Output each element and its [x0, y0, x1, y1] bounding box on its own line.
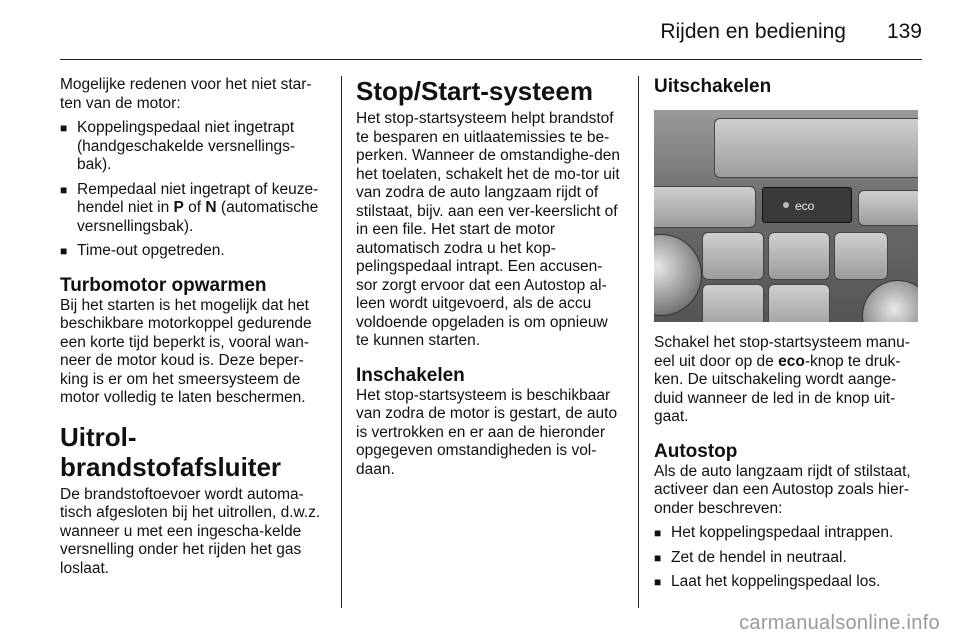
gear-p-label: P — [173, 199, 184, 216]
bullet-icon: ■ — [654, 575, 662, 589]
watermark: carmanualsonline.info — [739, 612, 940, 634]
disable-text: Schakel het stop-startsysteem manu-eel uit door op de eco-knop te druk-ken. De uitschakeling wordt aange-duid wanneer de led in de knop uit-gaat. — [654, 334, 910, 425]
eco-key-label: eco — [778, 352, 805, 370]
page-header — [0, 0, 960, 62]
enable-text: Het stop-startsysteem is beschikbaar van zodra de motor is gestart, de auto is vertrokken en er aan de hieronder opgegeven omstandigheden is vol-daan. — [356, 386, 618, 478]
turbo-text: Bij het starten is het mogelijk dat het beschikbare motorkoppel gedurende een korte tijd beperkt is, vooral wan-neer de motor koud is. Deze beper-king is er om het smeersysteem de motor volledig te laten beschermen. — [60, 296, 312, 406]
stop-start-text: Het stop-startsysteem helpt brandstof te besparen en uitlaatemissies te be-perken. Wanneer de omstandighe-den het toelaten, schakelt het de mo-tor uit van zodra de auto langzaam rijdt of stilstaat, bijv. aan een ver-keerslicht of in een file. Het start de motor automatisch zodra u het kop-pelingspedaal intrapt. Een accusen-sor zorgt ervoor dat een Autostop al-leen wordt uitgevoerd, als de accu voldoende opgeladen is om opnieuw te kunnen starten. — [356, 110, 620, 349]
no-start-intro: Mogelijke redenen voor het niet star-ten van de motor: — [60, 76, 312, 112]
list-item: ■ Zet de hendel in neutraal. — [654, 548, 847, 566]
page-number: 139 — [886, 20, 922, 43]
bullet-icon: ■ — [654, 526, 662, 540]
chapter-title: Rijden en bediening — [660, 20, 846, 43]
disable-heading: Uitschakelen — [654, 76, 772, 97]
gear-n-label: N — [205, 199, 217, 216]
right-knob — [862, 280, 918, 322]
header-divider — [60, 59, 922, 60]
eco-button-label: eco — [795, 199, 815, 213]
autostop-heading: Autostop — [654, 440, 738, 462]
bullet-icon: ■ — [60, 182, 68, 197]
list-item: ■ Laat het koppelingspedaal los. — [654, 573, 881, 590]
column-3 — [654, 76, 920, 598]
column-1 — [60, 76, 326, 584]
turbo-heading: Turbomotor opwarmen — [60, 274, 267, 296]
column-2 — [356, 76, 622, 485]
console-button — [702, 232, 764, 280]
console-button — [702, 284, 764, 322]
enable-heading: Inschakelen — [356, 364, 465, 386]
eco-button-photo — [654, 110, 918, 322]
autostop-steps-list — [654, 524, 920, 592]
vent-panel — [714, 118, 918, 178]
autostop-text: Als de auto langzaam rijdt of stilstaat, activeer dan een Autostop zoals hier-onder beschreven: — [654, 462, 911, 517]
stop-start-heading: Stop/Start-systeem — [356, 76, 593, 106]
left-knob — [654, 234, 702, 316]
console-button — [858, 190, 918, 226]
fuel-cutoff-text: De brandstoftoevoer wordt automa-tisch afgesloten bij het uitrollen, d.w.z. wanneer u met een ingescha-kelde versnelling onder het rijden het gas loslaat. — [60, 485, 321, 577]
list-item: ■ Het koppelingspedaal intrappen. — [654, 524, 894, 541]
column-divider-2 — [638, 76, 639, 608]
eco-button — [762, 187, 852, 223]
fuel-cutoff-heading: Uitrol-brandstofafsluiter — [60, 421, 282, 482]
column-divider-1 — [341, 76, 342, 608]
bullet-icon: ■ — [654, 550, 662, 565]
no-start-reasons-list — [60, 119, 326, 261]
list-item: ■ Time-out opgetreden. — [60, 242, 225, 259]
console-button — [768, 232, 830, 280]
list-item: ■ Koppelingspedaal niet ingetrapt (handgeschakelde versnellings-bak). — [60, 119, 295, 173]
console-button — [654, 186, 756, 228]
bullet-icon: ■ — [60, 121, 68, 135]
console-button — [834, 232, 888, 280]
bullet-icon: ■ — [60, 244, 68, 258]
eco-led-icon — [783, 202, 789, 208]
list-item: ■ Rempedaal niet ingetrapt of keuze-hendel niet in P of N (automatische versnellingsbak). — [60, 180, 319, 235]
console-button — [768, 284, 830, 322]
